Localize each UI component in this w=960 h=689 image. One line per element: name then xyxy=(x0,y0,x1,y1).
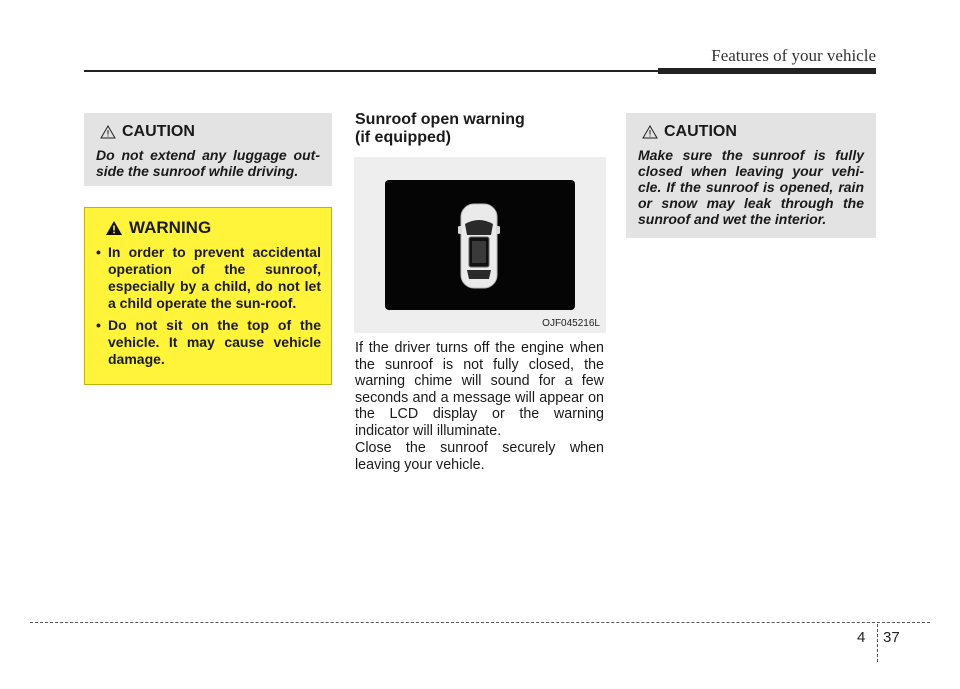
header-title: Features of your vehicle xyxy=(711,46,876,65)
warning-item: • Do not sit on the top of the vehicle. It may cause vehicle damage. xyxy=(95,317,321,368)
caution-triangle-outline-icon xyxy=(100,125,116,139)
caution-heading xyxy=(100,123,320,141)
warning-list xyxy=(95,244,321,368)
caution-text: Make sure the sunroof is fully closed when leaving your vehi-cle. If the sunroof is opened, rain or snow may leak through the sunroof and wet the interior. xyxy=(638,147,864,227)
caution-heading-text: CAUTION xyxy=(664,123,737,140)
sunroof-figure xyxy=(354,157,606,333)
page-number: 37 xyxy=(883,629,900,646)
caution-triangle-outline-icon xyxy=(642,125,658,139)
caution-heading-text: CAUTION xyxy=(122,123,195,140)
page-number-divider xyxy=(877,624,878,662)
section-title-line: (if equipped) xyxy=(355,129,451,146)
warning-heading xyxy=(105,218,321,238)
caution-box-right xyxy=(626,113,876,238)
section-title-line: Sunroof open warning xyxy=(355,111,525,128)
chapter-number: 4 xyxy=(857,629,866,646)
header-rule xyxy=(84,70,660,72)
body-paragraph: If the driver turns off the engine when the sunroof is not fully closed, the warning chime will sound for a few seconds and a message will appear on the LCD display or the warning indicator will illuminate. xyxy=(355,340,604,439)
caution-box-left xyxy=(84,113,332,186)
lcd-display xyxy=(385,180,575,310)
warning-box xyxy=(84,207,332,385)
footer-rule xyxy=(30,622,930,623)
car-top-view-icon xyxy=(385,180,575,310)
warning-heading-text: WARNING xyxy=(129,218,212,237)
warning-triangle-filled-icon xyxy=(105,220,123,236)
section-title xyxy=(355,111,525,147)
caution-text: Do not extend any luggage out-side the sunroof while driving. xyxy=(96,147,320,179)
caution-heading xyxy=(642,123,864,141)
figure-caption: OJF045216L xyxy=(542,318,600,329)
header-rule-accent xyxy=(658,68,876,74)
warning-item: • In order to prevent accidental operation of the sunroof, especially by a child, do not let a child operate the sun-roof. xyxy=(95,244,321,312)
body-paragraph: Close the sunroof securely when leaving your vehicle. xyxy=(355,440,604,473)
